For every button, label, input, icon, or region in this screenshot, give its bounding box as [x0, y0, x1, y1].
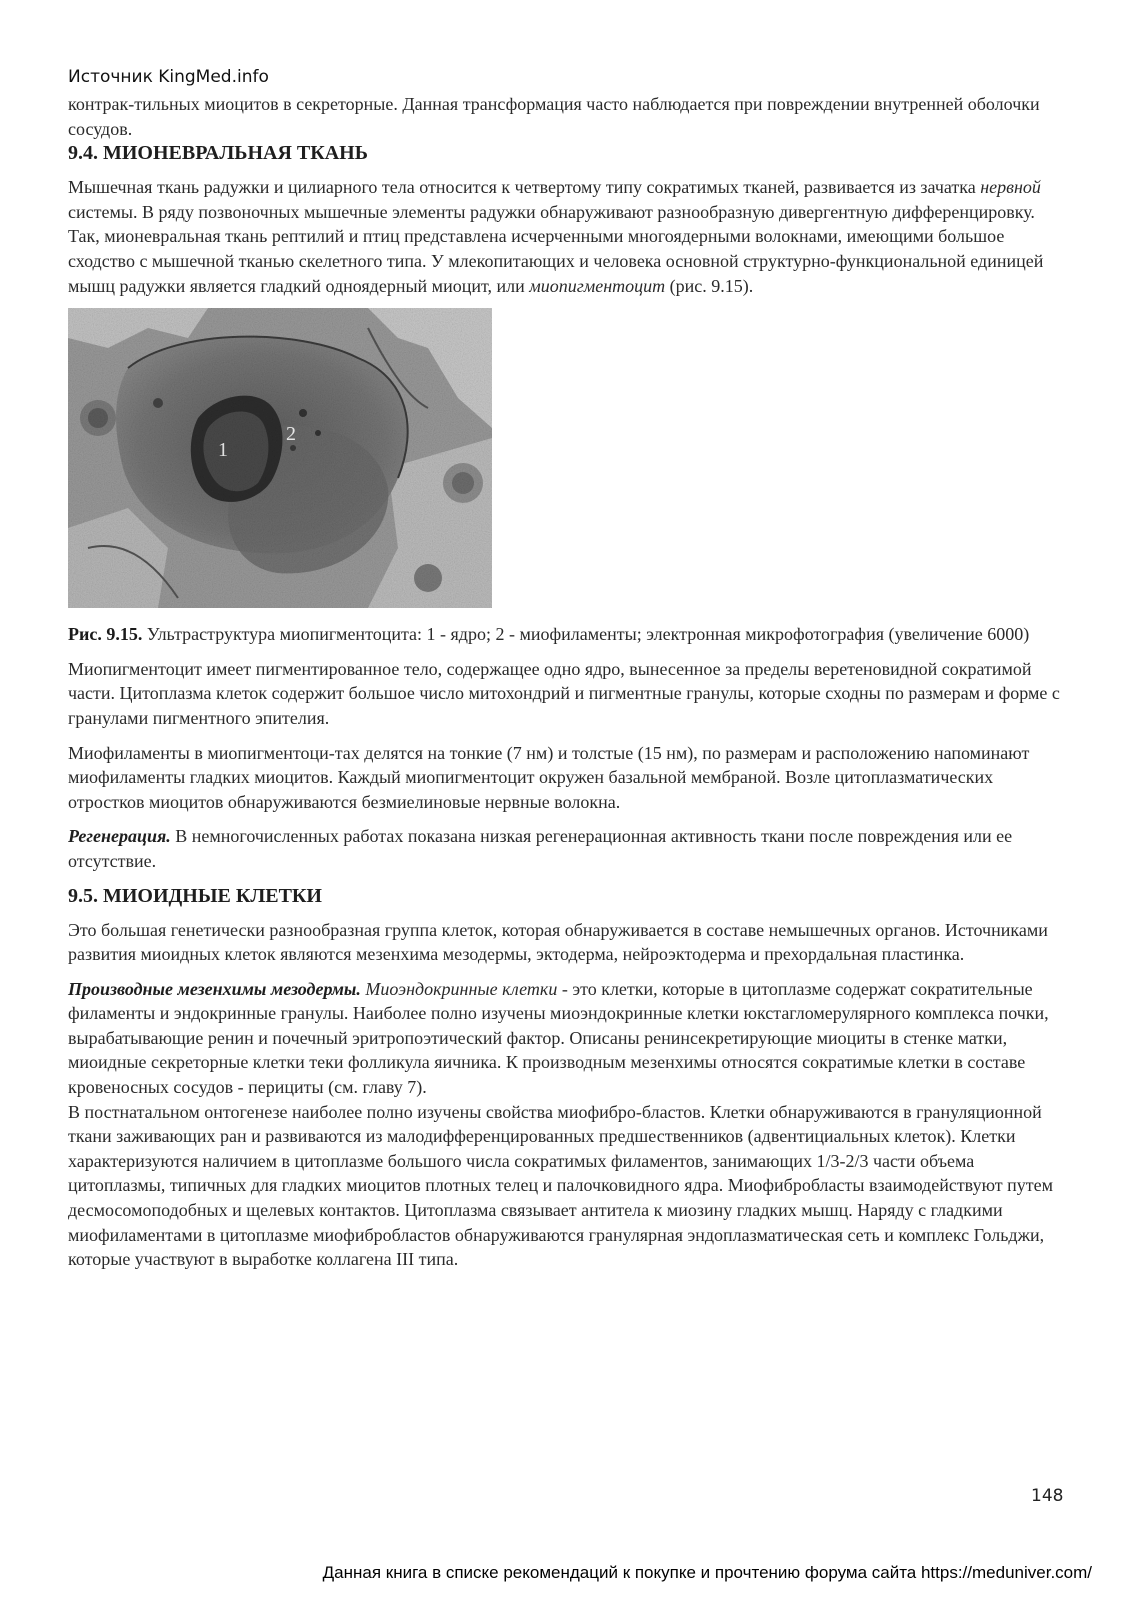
page-number: 148	[1031, 1486, 1064, 1506]
term-myopigmentocyte: миопигментоцит	[529, 275, 666, 296]
paragraph-9-4-2: Миопигментоцит имеет пигментированное тело, содержащее одно ядро, вынесенное за пределы веретеновидной сократимой части. Цитоплазма клеток содержит большое число митохондрий и пигментные гранулы, которые сходны по размерам и форме с гранулами пигментного эпителия.	[68, 658, 1060, 728]
caption-label: Рис. 9.15.	[68, 624, 143, 645]
figure-caption	[68, 622, 1068, 647]
term-nervous: нервной	[980, 177, 1041, 198]
source-header: Источник KingMed.info	[68, 67, 269, 87]
paragraph-9-5-3: В постнатальном онтогенезе наиболее полно изучены свойства миофибро-бластов. Клетки обнаруживаются в грануляционной ткани заживающих ран и развиваются из малодифференцированных предшественников (адвентициальных клеток). Клетки характеризуются наличием в цитоплазме большого числа сократимых филаментов, занимающих 1/3-2/3 части объема цитоплазмы, типичных для гладких миоцитов плотных телец и палочковидного ядра. Миофибробласты взаимодействуют путем десмосомоподобных и щелевых контактов. Цитоплазма связывает антитела к миозину гладких мышц. Наряду с гладкими миофиламентами в цитоплазме миофибробластов обнаруживаются гранулярная эндоплазматическая сеть и комплекс Гольджи, которые участвуют в выработке коллагена III типа.	[68, 1101, 1054, 1270]
paragraph-regeneration	[68, 824, 1068, 873]
paragraph-9-5-2	[68, 977, 1068, 1100]
micrograph-image	[68, 308, 492, 608]
paragraph-9-4-1	[68, 175, 1068, 298]
text-run: Мышечная ткань радужки и цилиарного тела относится к четвертому типу сократимых тканей, развивается из зачатка	[68, 177, 981, 198]
text-run: (рис. 9.15).	[665, 275, 754, 296]
mesenchyme-derivatives-label: Производные мезенхимы мезодермы.	[68, 978, 361, 999]
electron-micrograph	[68, 308, 492, 608]
regeneration-label: Регенерация.	[68, 826, 171, 847]
figure-label-2: 2	[286, 423, 296, 446]
section-heading-9-5: 9.5. МИОИДНЫЕ КЛЕТКИ	[68, 884, 322, 907]
paragraph-9-4-3: Миофиламенты в миопигментоци-тах делятся на тонкие (7 нм) и толстые (15 нм), по размерам и расположению напоминают миофиламенты гладких миоцитов. Каждый миопигментоцит окружен базальной мембраной. Возле цитоплазматических отростков миоцитов обнаруживаются безмиелиновые нервные волокна.	[68, 742, 1030, 812]
term-myoendocrine: Миоэндокринные клетки	[360, 978, 558, 999]
footer-note: Данная книга в списке рекомендаций к покупке и прочтению форума сайта https://meduniver.com/	[322, 1563, 1092, 1582]
text-run: В немногочисленных работах показана низкая регенерационная активность ткани после повреждения или ее отсутствие.	[68, 826, 1013, 871]
caption-text: Ультраструктура миопигментоцита: 1 - ядро; 2 - миофиламенты; электронная микрофотография (увеличение 6000)	[142, 624, 1030, 645]
document-body	[68, 92, 1068, 1282]
section-heading-9-4: 9.4. МИОНЕВРАЛЬНАЯ ТКАНЬ	[68, 142, 368, 165]
text-run: системы. В ряду позвоночных мышечные элементы радужки обнаруживают разнообразную дивергентную дифференцировку. Так, мионевральная ткань рептилий и птиц представлена исчерченными многоядерными волокнами, имеющими большое сходство с мышечной тканью скелетного типа. У млекопитающих и человека основной структурно-функциональной единицей мышц радужки является гладкий одноядерный миоцит, или	[68, 201, 1044, 296]
figure-label-1: 1	[218, 439, 228, 462]
paragraph-9-5-1: Это большая генетически разнообразная группа клеток, которая обнаруживается в составе немышечных органов. Источниками развития миоидных клеток являются мезенхима мезодермы, эктодерма, нейроэктодерма и прехордальная пластинка.	[68, 919, 1048, 965]
text-run: - это клетки, которые в цитоплазме содержат сократительные филаменты и эндокринные гранулы. Наиболее полно изучены миоэндокринные клетки юкстагломерулярного комплекса почки, вырабатывающие ренин и почечный эритропоэтический фактор. Описаны ренинсекретирующие миоциты в стенке матки, миоидные секреторные клетки теки фолликула яичника. К производным мезенхимы относятся сократимые клетки в составе кровеносных сосудов - перициты (см. главу 7).	[68, 978, 1049, 1098]
intro-paragraph: контрак-тильных миоцитов в секреторные. Данная трансформация часто наблюдается при повреждении внутренней оболочки сосудов.	[68, 94, 1040, 139]
